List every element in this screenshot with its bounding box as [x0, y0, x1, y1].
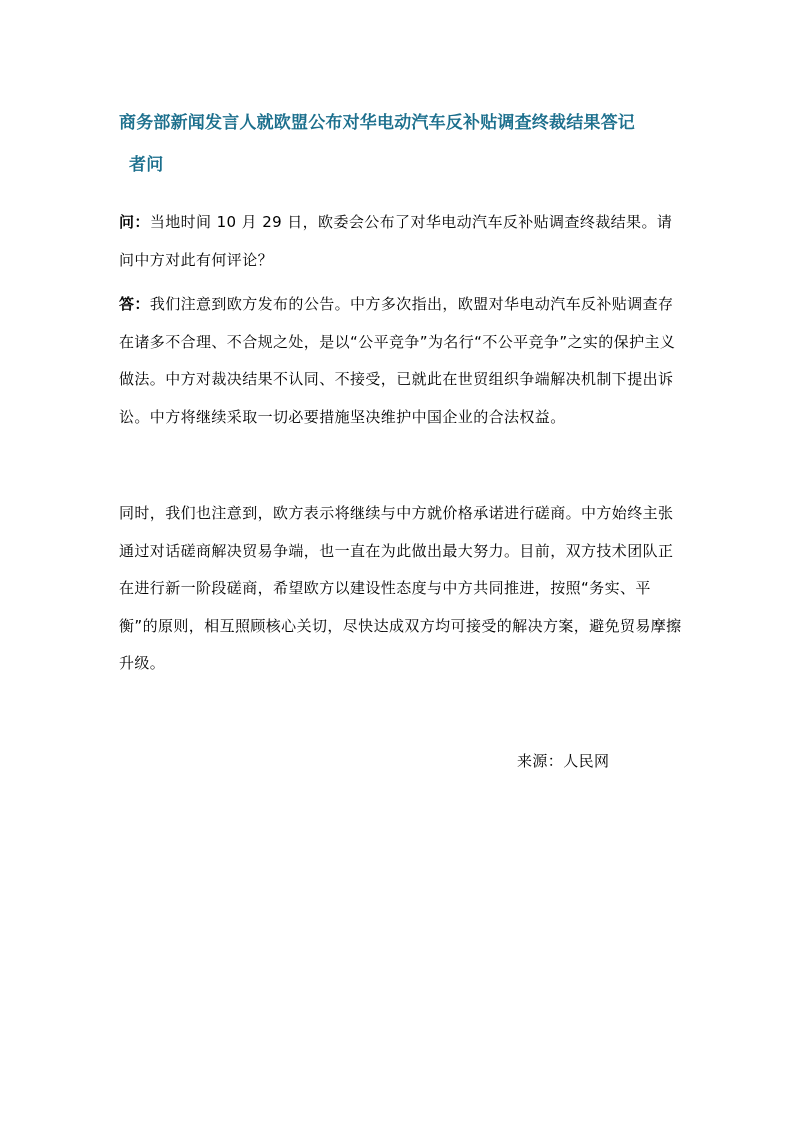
answer-text: 我们注意到欧方发布的公告。中方多次指出，欧盟对华电动汽车反补贴调查存在诸多不合理、不合规之处，是以“公平竞争”为名行“不公平竞争”之实的保护主义做法。中方对裁决结果不认同、不接受，已就此在世贸组织争端解决机制下提出诉讼。中方将继续采取一切必要措施坚决维护中国企业的合法权益。 — [119, 295, 676, 426]
article-title-line-1: 商务部新闻发言人就欧盟公布对华电动汽车反补贴调查终裁结果答记 — [119, 113, 635, 133]
question-label: 问： — [119, 213, 150, 231]
source-attribution: 来源：人民网 — [517, 752, 610, 770]
article-title — [119, 102, 679, 186]
answer-paragraph — [119, 286, 684, 436]
answer-label: 答： — [119, 295, 150, 313]
question-text: 当地时间 10 月 29 日，欧委会公布了对华电动汽车反补贴调查终裁结果。请问中方对此有何评论？ — [119, 213, 673, 269]
article-title-line-2: 者问 — [129, 155, 164, 175]
second-paragraph: 同时，我们也注意到，欧方表示将继续与中方就价格承诺进行磋商。中方始终主张通过对话磋商解决贸易争端，也一直在为此做出最大努力。目前，双方技术团队正在进行新一阶段磋商，希望欧方以建设性态度与中方共同推进，按照“务实、平衡”的原则，相互照顾核心关切，尽快达成双方均可接受的解决方案，避免贸易摩擦升级。 — [119, 504, 682, 672]
question-paragraph — [119, 204, 684, 279]
